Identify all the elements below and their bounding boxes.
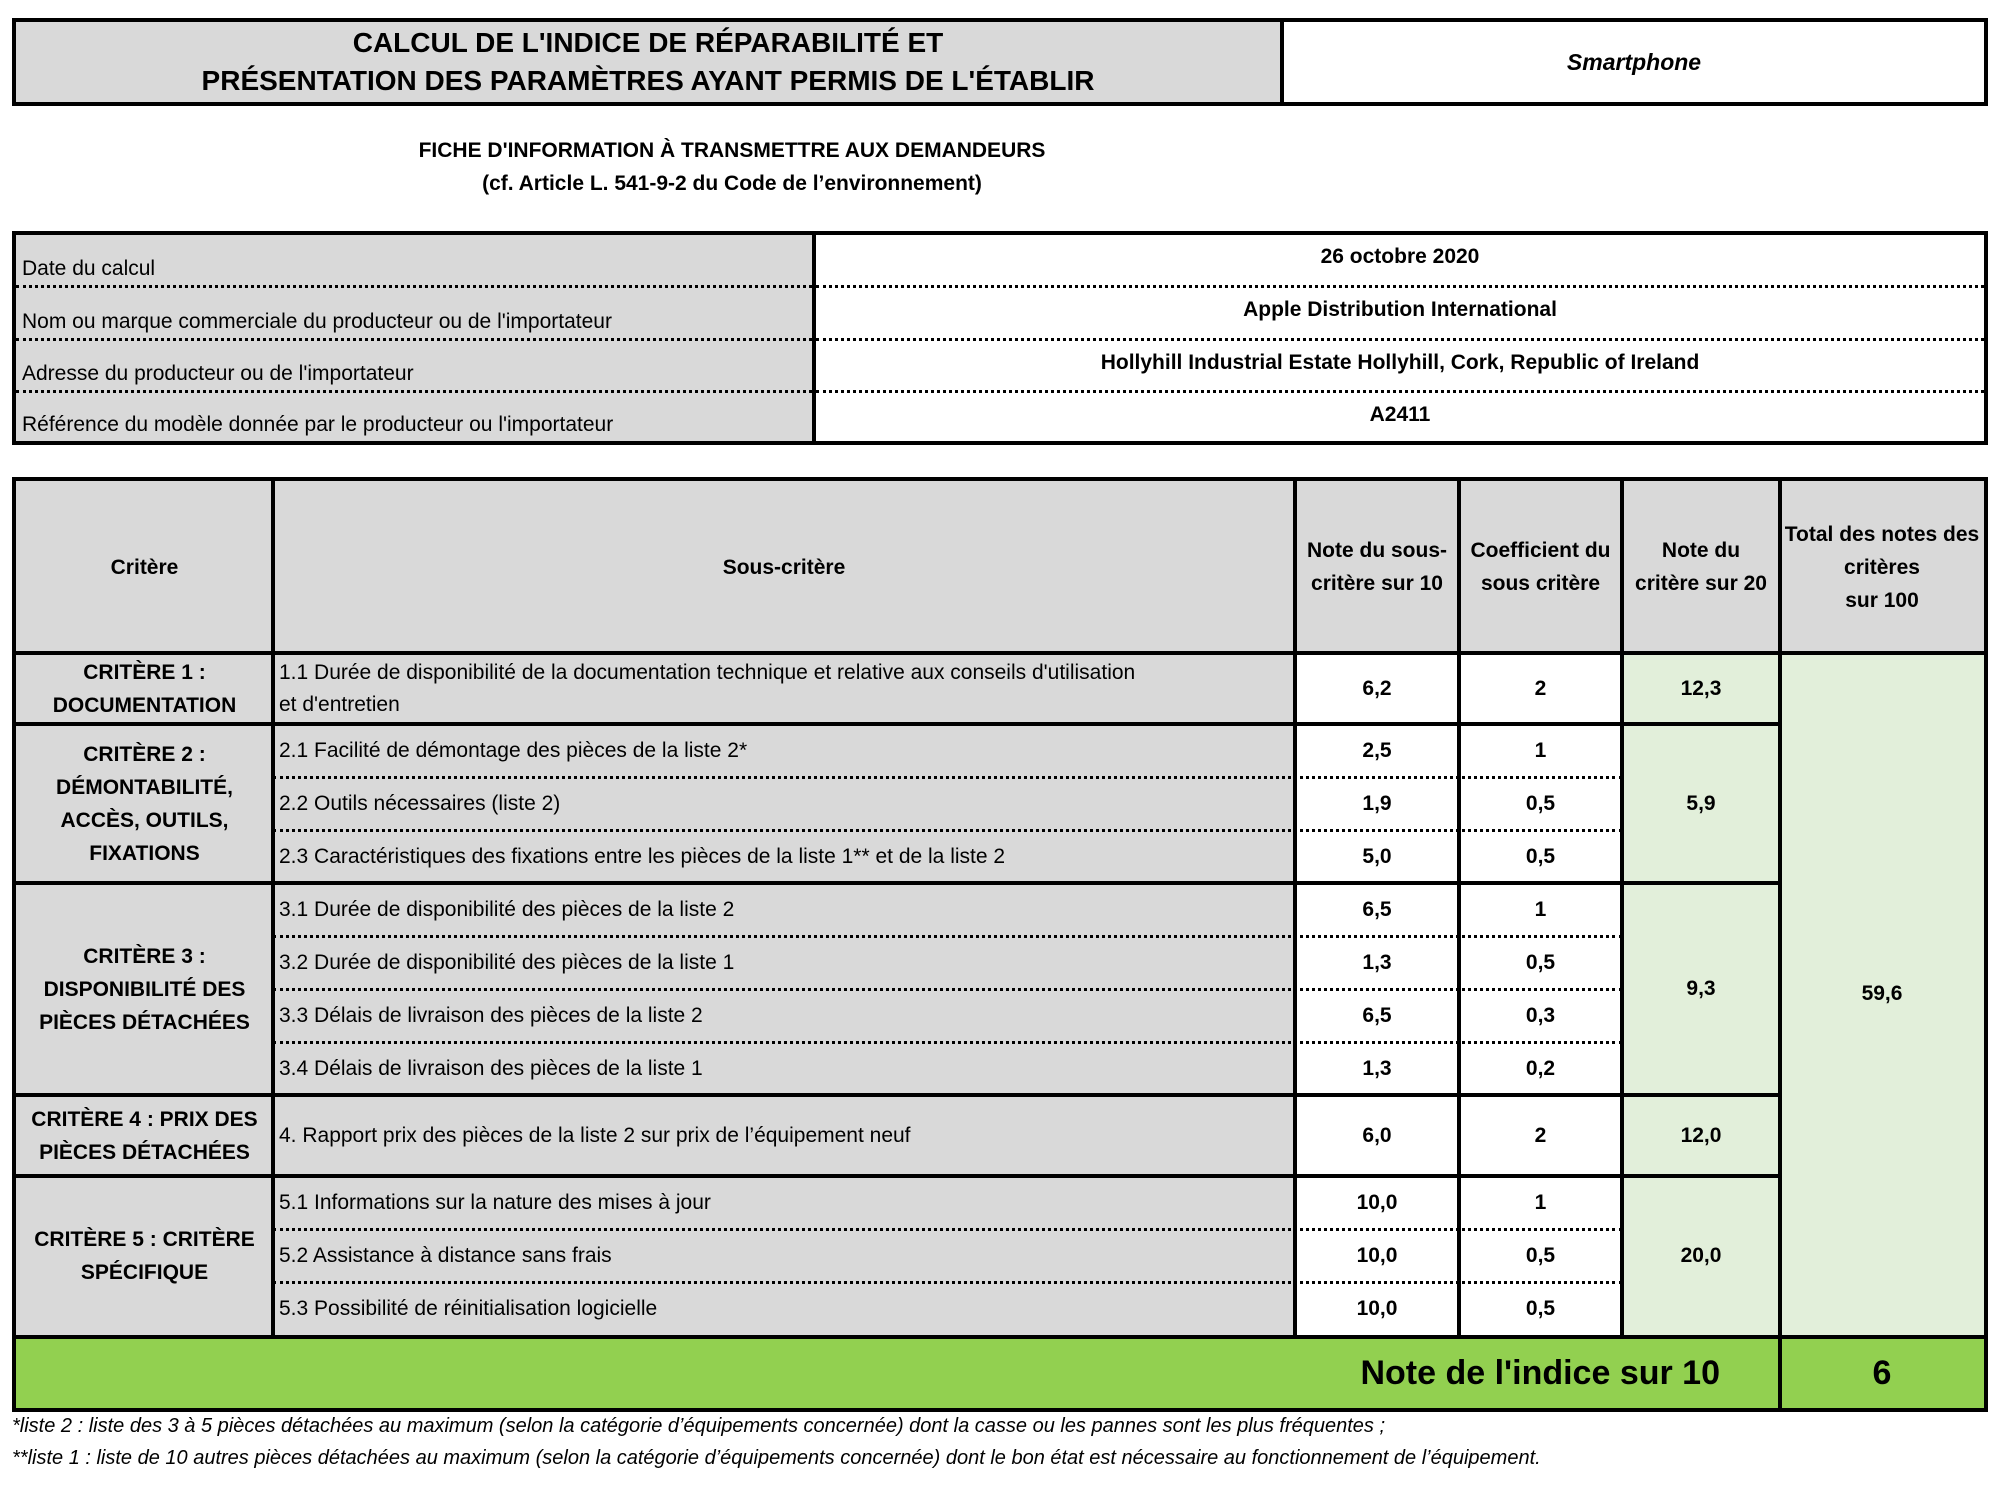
info-label-2: Adresse du producteur ou de l'importateur [16,341,812,393]
product-category [1280,18,1988,106]
text-line: PIÈCES DÉTACHÉES [39,1140,250,1164]
subcriterion-coef-2-1: 1 [1534,738,1547,762]
subcriterion-note-2-1: 2,5 [1362,738,1392,762]
subcriterion-label-5-2 [273,1229,1295,1282]
info-values-column [816,235,1984,441]
text-line: 3.4 Délais de livraison des pièces de la liste 1 [279,1056,703,1080]
subcriterion-note-5-2: 10,0 [1356,1243,1398,1267]
product-label: Smartphone [1566,48,1702,75]
group-divider [16,881,1780,885]
info-label-1: Nom ou marque commerciale du producteur ou de l'importateur [16,288,812,341]
subcriterion-coef-3-1: 1 [1534,897,1547,921]
row-divider [273,1041,1622,1044]
criterion-name-1 [16,653,273,724]
text-line: DOCUMENTATION [52,693,237,717]
subcriterion-note-3-3: 6,5 [1362,1003,1392,1027]
subtitle-line-2: (cf. Article L. 541-9-2 du Code de l’environnement) [482,172,982,195]
info-label-3: Référence du modèle donnée par le producteur ou l'importateur [22,413,614,436]
criterion-name-4 [16,1095,273,1176]
group-divider [16,1174,1780,1178]
text-line: Coefficient du [1470,539,1611,562]
text-line: 2.3 Caractéristiques des fixations entre les pièces de la liste 1** et de la liste 2 [279,844,1006,868]
subtitle [12,134,1452,200]
info-value-2: Hollyhill Industrial Estate Hollyhill, Cork, Republic of Ireland [816,341,1984,393]
col-total [1780,481,1984,653]
row-divider [273,1228,1622,1231]
subcriterion-note-2-3: 5,0 [1362,844,1392,868]
text-line: DISPONIBILITÉ DES [43,977,246,1001]
text-line: critère sur 10 [1311,572,1443,595]
info-table [12,231,1988,445]
text-line: FIXATIONS [89,841,200,865]
text-line: et d'entretien [279,692,400,716]
text-line: Note du [1661,539,1741,562]
column-divider [1457,481,1461,1335]
footnote-liste-1: **liste 1 : liste de 10 autres pièces détachées au maximum (selon la catégorie d’équipements concernée) dont le bon état est nécessaire au fonctionnement de l’équipement. [12,1447,1541,1469]
subcriterion-note-3-1: 6,5 [1362,897,1392,921]
col-note-critere [1622,481,1780,653]
subtitle-line-1: FICHE D'INFORMATION À TRANSMETTRE AUX DEMANDEURS [418,139,1046,162]
text-line: 3.1 Durée de disponibilité des pièces de la liste 2 [279,897,735,921]
subcriterion-label-3-3 [273,989,1295,1042]
subcriterion-coef-3-3: 0,3 [1525,1003,1556,1027]
subcriterion-label-4-1 [273,1095,1295,1176]
subcriterion-coef-4-1: 2 [1534,1123,1547,1147]
col-coefficient [1459,481,1622,653]
final-index-label: Note de l'indice sur 10 [1360,1354,1720,1392]
text-line: 5.3 Possibilité de réinitialisation logicielle [279,1296,658,1320]
subcriterion-note-3-4: 1,3 [1362,1056,1392,1080]
info-value-1: Apple Distribution International [816,288,1984,341]
col-critere: Critère [16,481,273,653]
subcriterion-coef-5-3: 0,5 [1525,1296,1556,1320]
column-divider [1293,481,1297,1335]
group-divider [16,651,1780,655]
subcriterion-coef-2-3: 0,5 [1525,844,1556,868]
info-label-0: Date du calcul [16,235,812,288]
text-line: 3.3 Délais de livraison des pièces de la liste 2 [279,1003,703,1027]
col-note-sous-critere [1295,481,1459,653]
text-line: 3.2 Durée de disponibilité des pièces de la liste 1 [279,950,735,974]
info-value-3: A2411 [1369,403,1431,426]
text-line: ACCÈS, OUTILS, [60,808,229,832]
criterion-score-5: 20,0 [1622,1176,1780,1335]
group-divider [16,722,1780,726]
text-line: critères [1844,555,1920,579]
footnote-liste-2: *liste 2 : liste des 3 à 5 pièces détachées au maximum (selon la catégorie d’équipements concernée) dont la casse ou les pannes sont les plus fréquentes ; [12,1415,1386,1437]
criterion-name-2 [16,724,273,883]
subcriterion-label-3-1 [273,883,1295,936]
header-divider-total [1780,651,1984,655]
text-line: CRITÈRE 5 : CRITÈRE [34,1227,255,1251]
info-value-0: 26 octobre 2020 [816,235,1984,288]
criterion-score-1: 12,3 [1622,653,1780,724]
info-labels-column [16,235,816,441]
subcriterion-note-5-3: 10,0 [1356,1296,1398,1320]
text-line: PIÈCES DÉTACHÉES [39,1010,250,1034]
subcriterion-coef-5-2: 0,5 [1525,1243,1556,1267]
text-line: CRITÈRE 3 : [83,944,206,968]
subcriterion-note-5-1: 10,0 [1356,1190,1398,1214]
subcriterion-label-5-3 [273,1282,1295,1335]
text-line: 4. Rapport prix des pièces de la liste 2 sur prix de l’équipement neuf [279,1123,911,1147]
subcriterion-note-1-1: 6,2 [1362,676,1392,700]
row-divider [273,988,1622,991]
subcriterion-label-2-1 [273,724,1295,777]
text-line: critère sur 20 [1635,572,1767,595]
subcriterion-label-5-1 [273,1176,1295,1229]
subcriterion-coef-2-2: 0,5 [1525,791,1556,815]
text-line: sur 100 [1845,588,1919,612]
criterion-name-3 [16,883,273,1095]
subcriterion-note-3-2: 1,3 [1362,950,1392,974]
subcriterion-label-3-4 [273,1042,1295,1095]
criterion-score-3: 9,3 [1622,883,1780,1095]
subcriterion-note-4-1: 6,0 [1362,1123,1392,1147]
column-divider [271,481,275,1335]
criteria-table [12,477,1988,1412]
title-line-2: PRÉSENTATION DES PARAMÈTRES AYANT PERMIS DE L'ÉTABLIR [201,65,1095,96]
document-title [12,18,1284,106]
criterion-score-4: 12,0 [1622,1095,1780,1176]
criterion-score-2: 5,9 [1622,724,1780,883]
subcriterion-label-2-2 [273,777,1295,830]
column-divider [1778,481,1782,1335]
text-line: DÉMONTABILITÉ, [56,775,233,799]
total-score: 59,6 [1780,653,1984,1335]
text-line: Note du sous- [1307,539,1447,562]
group-divider [16,1093,1780,1097]
column-divider [1620,481,1624,1335]
row-divider [273,776,1622,779]
final-index-value: 6 [1872,1354,1892,1392]
col-sous-critere: Sous-critère [273,481,1295,653]
subcriterion-coef-1-1: 2 [1534,676,1547,700]
criterion-name-5 [16,1176,273,1335]
text-line: 2.1 Facilité de démontage des pièces de la liste 2* [279,738,748,762]
subcriterion-coef-3-4: 0,2 [1525,1056,1556,1080]
row-divider [273,935,1622,938]
text-line: CRITÈRE 1 : [83,660,206,684]
text-line: 5.1 Informations sur la nature des mises à jour [279,1190,711,1214]
subcriterion-label-2-3 [273,830,1295,883]
subcriterion-coef-5-1: 1 [1534,1190,1547,1214]
subcriterion-label-1-1 [273,653,1295,724]
text-line: CRITÈRE 4 : PRIX DES [31,1107,258,1131]
title-line-1: CALCUL DE L'INDICE DE RÉPARABILITÉ ET [352,27,944,58]
row-divider [273,1281,1622,1284]
row-divider [273,829,1622,832]
text-line: Total des notes des [1784,522,1980,546]
text-line: 5.2 Assistance à distance sans frais [279,1243,612,1267]
text-line: 1.1 Durée de disponibilité de la documentation technique et relative aux conseils d'utilisation [279,660,1136,684]
text-line: CRITÈRE 2 : [83,742,206,766]
subcriterion-label-3-2 [273,936,1295,989]
text-line: SPÉCIFIQUE [80,1260,209,1284]
subcriterion-note-2-2: 1,9 [1362,791,1392,815]
text-line: sous critère [1480,572,1601,595]
text-line: 2.2 Outils nécessaires (liste 2) [279,791,561,815]
subcriterion-coef-3-2: 0,5 [1525,950,1556,974]
